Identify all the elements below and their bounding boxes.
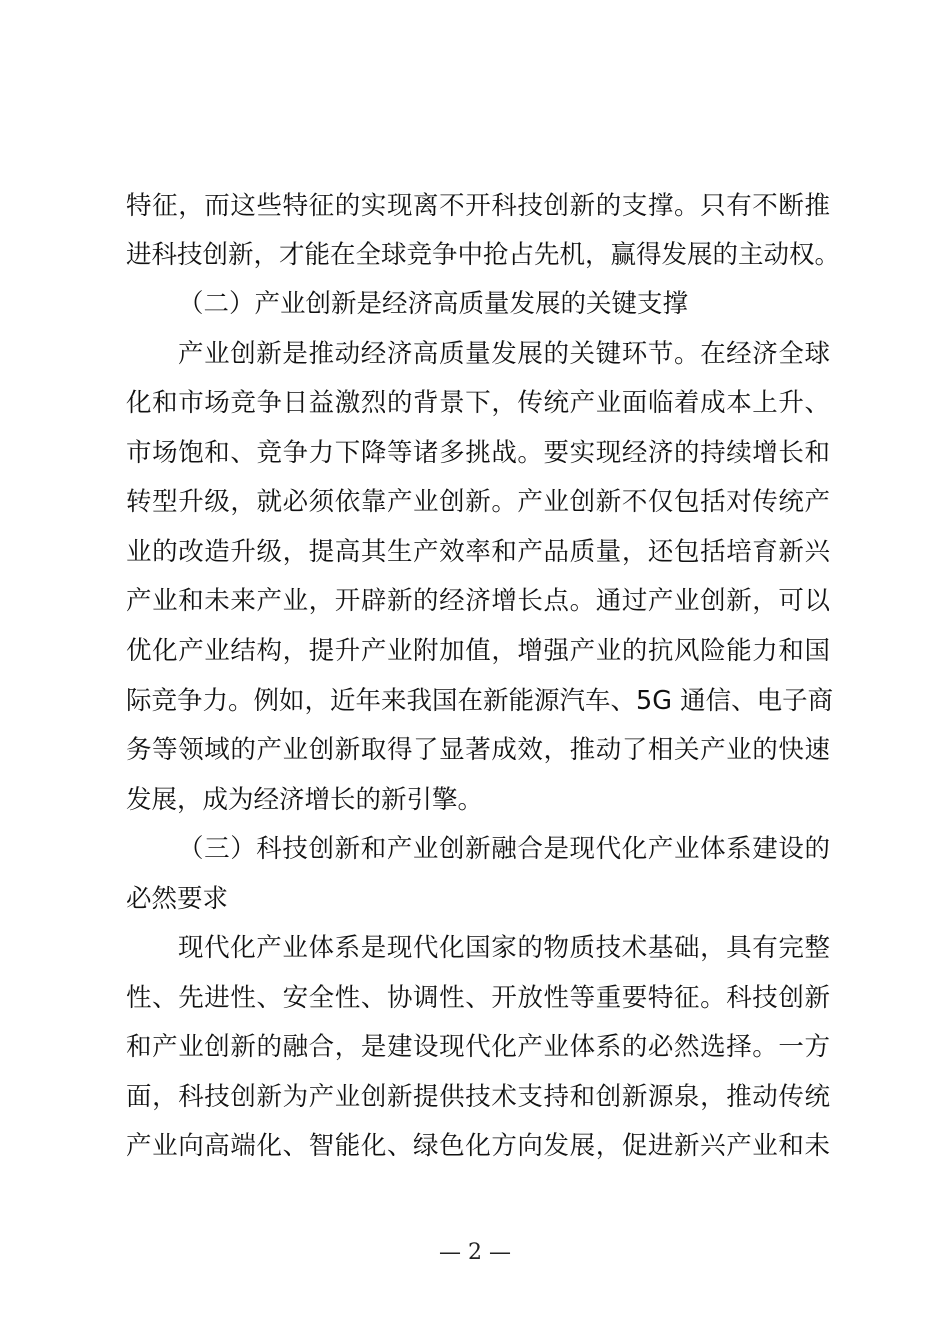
body-text-line: 产业和未来产业，开辟新的经济增长点。通过产业创新，可以 <box>126 586 830 616</box>
body-text-line: 现代化产业体系是现代化国家的物质技术基础，具有完整 <box>178 933 830 963</box>
body-text-line: 性、先进性、安全性、协调性、开放性等重要特征。科技创新 <box>126 983 830 1013</box>
body-text-line: 际竞争力。例如，近年来我国在新能源汽车、5G 通信、电子商 <box>126 686 834 716</box>
section-heading-3-continued: 必然要求 <box>126 884 229 914</box>
body-text-line: 和产业创新的融合，是建设现代化产业体系的必然选择。一方 <box>126 1032 830 1062</box>
body-text-line: 务等领域的产业创新取得了显著成效，推动了相关产业的快速 <box>126 735 830 765</box>
body-text-line: 优化产业结构，提升产业附加值，增强产业的抗风险能力和国 <box>126 636 830 666</box>
section-heading-3: （三）科技创新和产业创新融合是现代化产业体系建设的 <box>178 834 830 864</box>
body-text-line: 业的改造升级，提高其生产效率和产品质量，还包括培育新兴 <box>126 537 830 567</box>
body-text-line: 特征，而这些特征的实现离不开科技创新的支撑。只有不断推 <box>126 191 830 221</box>
section-heading-2: （二）产业创新是经济高质量发展的关键支撑 <box>178 289 689 319</box>
body-text-line: 产业向高端化、智能化、绿色化方向发展，促进新兴产业和未 <box>126 1131 830 1161</box>
body-text-line: 产业创新是推动经济高质量发展的关键环节。在经济全球 <box>178 339 830 369</box>
body-text-line: 化和市场竞争日益激烈的背景下，传统产业面临着成本上升、 <box>126 388 830 418</box>
page-number: — 2 — <box>439 1240 511 1265</box>
body-text-line: 发展，成为经济增长的新引擎。 <box>126 785 484 815</box>
body-text-line: 市场饱和、竞争力下降等诸多挑战。要实现经济的持续增长和 <box>126 438 830 468</box>
body-text-line: 进科技创新，才能在全球竞争中抢占先机，赢得发展的主动权。 <box>126 240 841 270</box>
body-text-line: 转型升级，就必须依靠产业创新。产业创新不仅包括对传统产 <box>126 487 830 517</box>
body-text-line: 面，科技创新为产业创新提供技术支持和创新源泉，推动传统 <box>126 1082 830 1112</box>
